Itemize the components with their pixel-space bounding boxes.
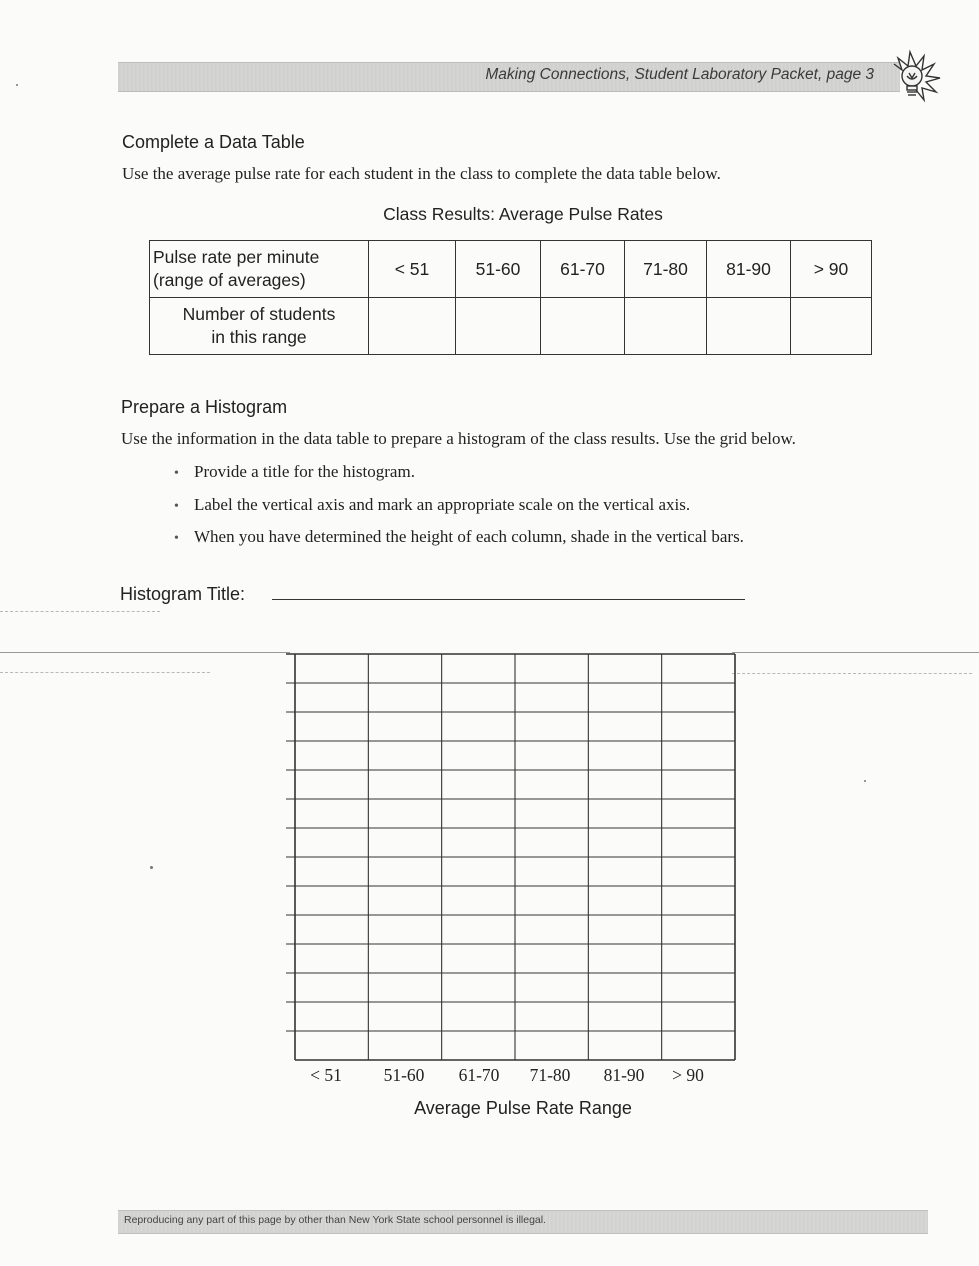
table-caption: Class Results: Average Pulse Rates: [383, 204, 663, 224]
bullet-dot-icon: •: [174, 531, 179, 546]
x-tick-label: 81-90: [603, 1065, 645, 1085]
lightbulb-icon: [880, 46, 944, 110]
scan-speck: [150, 866, 153, 869]
scan-artifact-line: [0, 672, 210, 673]
bullet-item: [174, 462, 744, 495]
page-header-band: [118, 62, 900, 92]
count-input-cell[interactable]: [541, 298, 625, 355]
histogram-instructions: Use the information in the data table to prepare a histogram of the class results. Use the grid below.: [121, 429, 796, 448]
bullet-text: When you have determined the height of each column, shade in the vertical bars.: [194, 527, 744, 546]
x-tick-label: 51-60: [383, 1065, 425, 1085]
scan-artifact-line: [732, 652, 979, 653]
student-count-header-cell: [150, 298, 369, 355]
pulse-range-row: [150, 241, 872, 298]
count-input-cell[interactable]: [707, 298, 791, 355]
count-input-cell[interactable]: [791, 298, 872, 355]
x-axis-title: Average Pulse Rate Range: [414, 1098, 632, 1118]
x-tick-label: 71-80: [529, 1065, 571, 1085]
class-results-table: [149, 240, 872, 355]
student-count-header-line2: in this range: [211, 327, 307, 347]
count-input-cell[interactable]: [456, 298, 541, 355]
histogram-bullet-list: [174, 462, 744, 560]
scan-speck: [16, 84, 18, 86]
bullet-dot-icon: •: [174, 498, 179, 514]
pulse-range-header-line2: (range of averages): [153, 270, 306, 290]
bullet-text: Provide a title for the histogram.: [194, 462, 415, 481]
section-heading-histogram: Prepare a Histogram: [121, 397, 288, 417]
range-cell: 81-90: [707, 241, 791, 298]
x-tick-label: 61-70: [458, 1065, 500, 1085]
copyright-notice: Reproducing any part of this page by other than New York State school personnel is illegal.: [124, 1214, 547, 1226]
range-cell: 51-60: [456, 241, 541, 298]
data-table-instructions: Use the average pulse rate for each student in the class to complete the data table below.: [122, 164, 721, 183]
scan-artifact-line: [0, 611, 160, 612]
bullet-text: Label the vertical axis and mark an appropriate scale on the vertical axis.: [194, 494, 691, 514]
bullet-item: [174, 495, 744, 528]
section-heading-data-table: Complete a Data Table: [122, 132, 305, 152]
page-footer-band: [118, 1210, 928, 1234]
count-input-cell[interactable]: [625, 298, 707, 355]
scan-artifact-line: [732, 673, 972, 674]
histogram-title-input[interactable]: [272, 599, 745, 600]
x-tick-label: > 90: [672, 1065, 704, 1085]
pulse-range-header-cell: [150, 241, 369, 298]
range-cell: 61-70: [541, 241, 625, 298]
page-header-text: Making Connections, Student Laboratory Packet, page 3: [485, 66, 874, 83]
bullet-dot-icon: •: [174, 466, 179, 481]
x-tick-label: < 51: [310, 1065, 342, 1085]
student-count-row: [150, 298, 872, 355]
scan-speck: [864, 780, 866, 782]
range-cell: 71-80: [625, 241, 707, 298]
count-input-cell[interactable]: [369, 298, 456, 355]
scan-artifact-line: [0, 652, 290, 653]
pulse-range-header-line1: Pulse rate per minute: [153, 247, 320, 267]
range-cell: > 90: [791, 241, 872, 298]
bullet-item: [174, 527, 744, 560]
range-cell: < 51: [369, 241, 456, 298]
histogram-grid[interactable]: [286, 648, 736, 1064]
student-count-header-line1: Number of students: [182, 304, 336, 324]
histogram-title-label: Histogram Title:: [120, 584, 246, 604]
